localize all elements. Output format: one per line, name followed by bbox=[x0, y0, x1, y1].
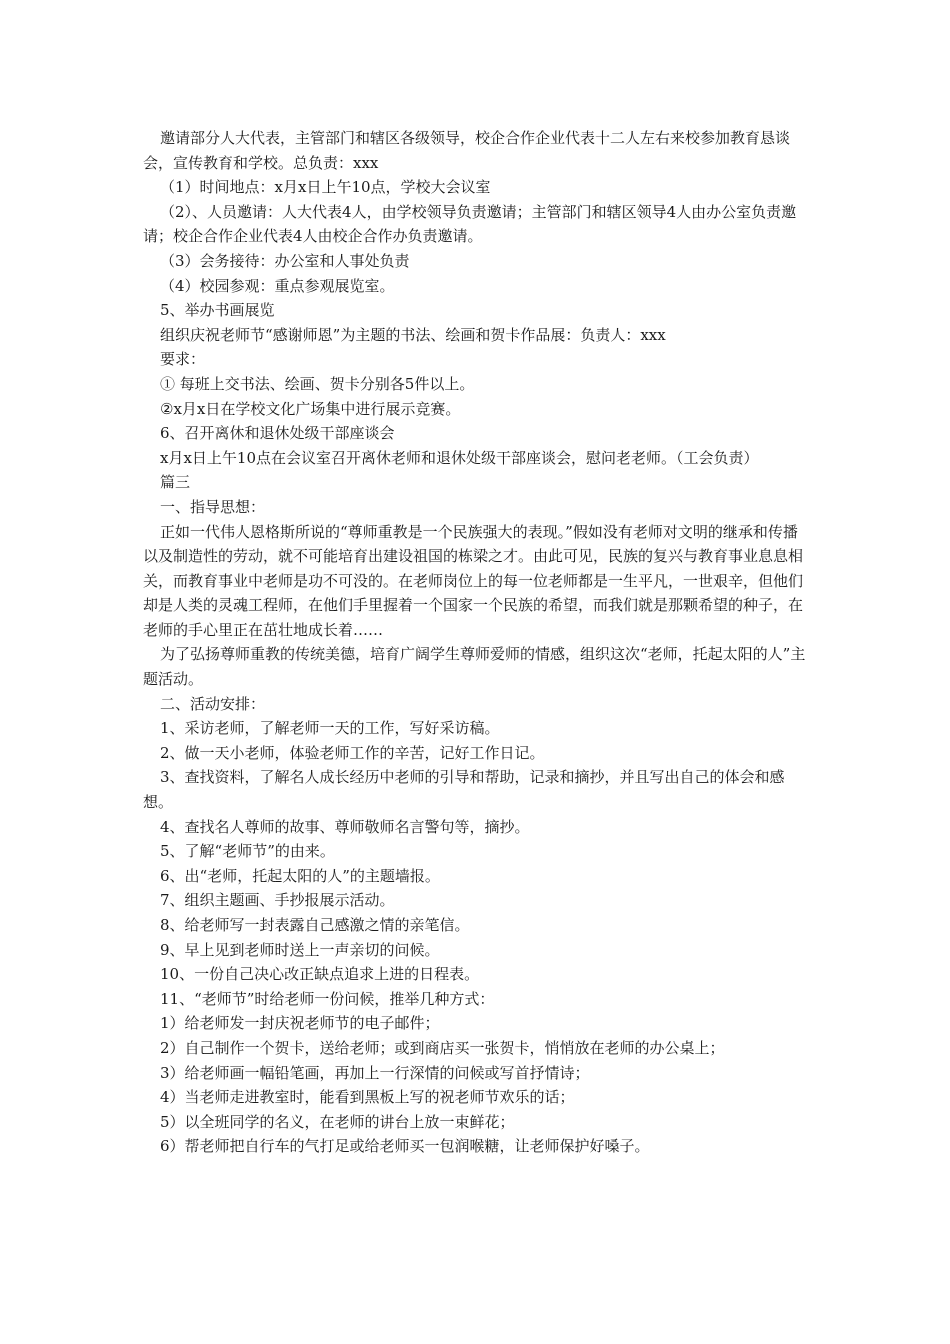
paragraph: 2）自己制作一个贺卡，送给老师；或到商店买一张贺卡，悄悄放在老师的办公桌上； bbox=[160, 1038, 725, 1057]
paragraph: 1、采访老师，了解老师一天的工作，写好采访稿。 bbox=[160, 719, 500, 738]
paragraph: 5）以全班同学的名义，在老师的讲台上放一束鲜花； bbox=[160, 1112, 515, 1131]
paragraph: 8、给老师写一封表露自己感激之情的亲笔信。 bbox=[160, 916, 470, 934]
paragraph: 6、出“老师，托起太阳的人”的主题墙报。 bbox=[160, 866, 440, 885]
paragraph: 要求： bbox=[160, 350, 206, 369]
paragraph: 10、一份自己决心改正缺点追求上进的日程表。 bbox=[160, 965, 480, 984]
paragraph: 4、查找名人尊师的故事、尊师敬师名言警句等，摘抄。 bbox=[160, 817, 530, 836]
paragraph: （2）、人员邀请：人大代表4人，由学校领导负责邀请；主管部门和辖区领导4人由办公室负责邀请；校企合作企业代表4人由校企合作办负责邀请。 bbox=[143, 202, 797, 246]
paragraph: （1）时间地点：x月x日上午10点，学校大会议室 bbox=[160, 178, 491, 197]
paragraph: 6）帮老师把自行车的气打足或给老师买一包润喉糖，让老师保护好嗓子。 bbox=[160, 1137, 650, 1156]
paragraph: 篇三 bbox=[160, 473, 191, 492]
paragraph: 组织庆祝老师节“感谢师恩”为主题的书法、绘画和贺卡作品展：负责人：xxx bbox=[160, 325, 666, 344]
paragraph: 正如一代伟人恩格斯所说的“尊师重教是一个民族强大的表现。”假如没有老师对文明的继承和传播以及制造性的劳动，就不可能培育出建设祖国的栋梁之才。由此可见，民族的复兴与教育事业息息相关，而教育事业中老师是功不可没的。在老师岗位上的每一位老师都是一生平凡，一世艰辛，但他们却是人类的灵魂工程师，在他们手里握着一个国家一个民族的希望，而我们就是那颗希望的种子，在老师的手心里正在茁壮地成长着…… bbox=[143, 522, 804, 639]
paragraph: （3）会务接待：办公室和人事处负责 bbox=[160, 251, 410, 270]
paragraph: 1）给老师发一封庆祝老师节的电子邮件； bbox=[160, 1014, 440, 1033]
paragraph: 11、“老师节”时给老师一份问候，推举几种方式： bbox=[160, 989, 495, 1008]
paragraph: 一、指导思想： bbox=[160, 497, 266, 516]
paragraph: 4）当老师走进教室时，能看到黑板上写的祝老师节欢乐的话； bbox=[160, 1088, 575, 1107]
paragraph: x月x日上午10点在会议室召开离休老师和退休处级干部座谈会，慰问老老师。（工会负责） bbox=[160, 448, 759, 467]
paragraph: 邀请部分人大代表，主管部门和辖区各级领导，校企合作企业代表十二人左右来校参加教育恳谈会，宣传教育和学校。总负责：xxx bbox=[143, 129, 791, 172]
paragraph: （4）校园参观：重点参观展览室。 bbox=[160, 276, 395, 295]
paragraph: 3、查找资料，了解名人成长经历中老师的引导和帮助，记录和摘抄，并且写出自己的体会和感想。 bbox=[143, 768, 785, 812]
paragraph: 2、做一天小老师，体验老师工作的辛苦，记好工作日记。 bbox=[160, 743, 545, 762]
paragraph: 5、举办书画展览 bbox=[160, 301, 275, 320]
paragraph: 6、召开离休和退休处级干部座谈会 bbox=[160, 424, 395, 443]
paragraph: 3）给老师画一幅铅笔画，再加上一行深情的问候或写首抒情诗； bbox=[160, 1063, 590, 1082]
paragraph: 为了弘扬尊师重教的传统美德，培育广阔学生尊师爱师的情感，组织这次“老师，托起太阳的人”主题活动。 bbox=[143, 645, 806, 689]
paragraph: 二、活动安排： bbox=[160, 694, 266, 713]
paragraph: ① 每班上交书法、绘画、贺卡分别各5件以上。 bbox=[160, 374, 475, 393]
paragraph: 5、了解“老师节”的由来。 bbox=[160, 842, 335, 861]
document-body bbox=[143, 126, 811, 1159]
paragraph: 9、早上见到老师时送上一声亲切的问候。 bbox=[160, 940, 440, 959]
paragraph: 7、组织主题画、手抄报展示活动。 bbox=[160, 891, 395, 910]
paragraph: ②x月x日在学校文化广场集中进行展示竞赛。 bbox=[160, 399, 461, 418]
